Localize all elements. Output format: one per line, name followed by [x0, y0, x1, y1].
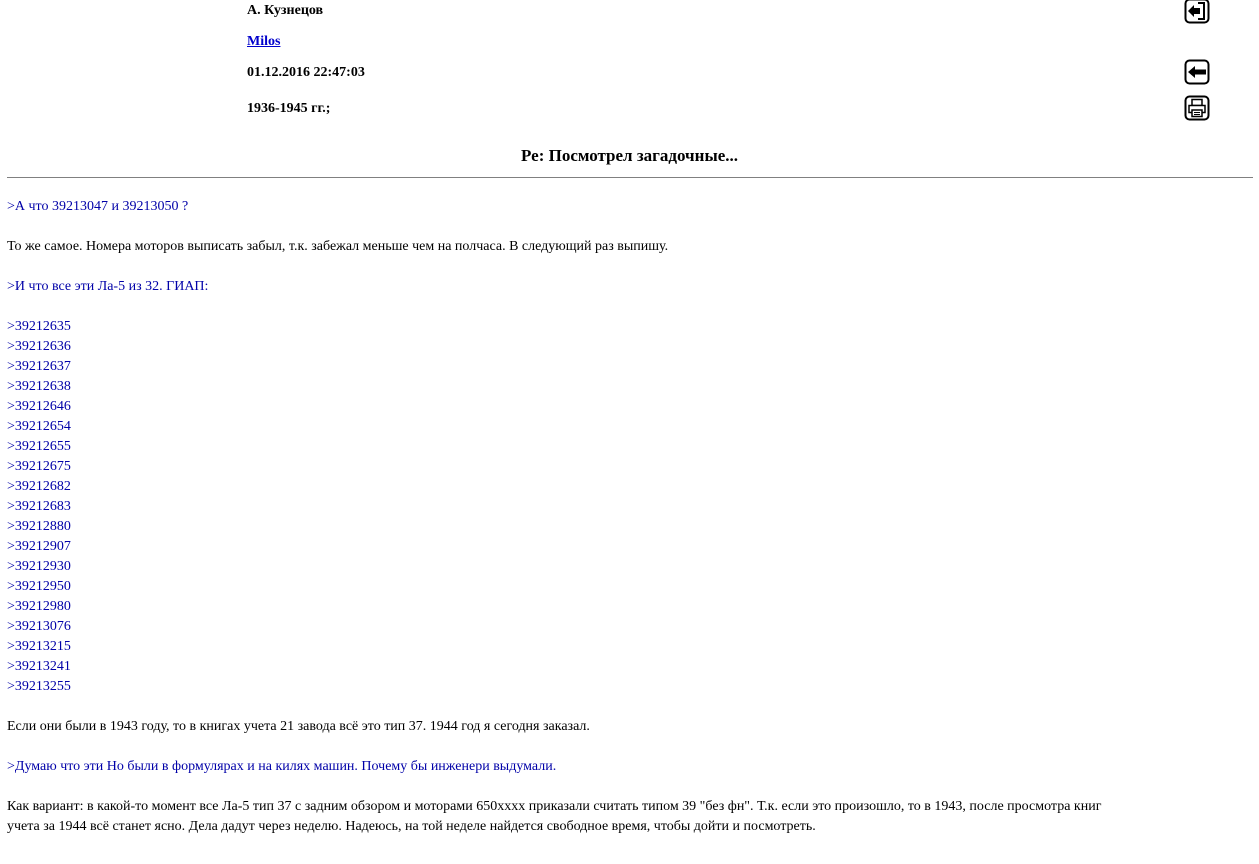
- rubric-value: 1936-1945 гг.;: [247, 101, 331, 116]
- message-title: Ре: Посмотрел загадочные...: [520, 146, 739, 165]
- spacer: [7, 217, 1257, 237]
- reply-icon[interactable]: [1184, 0, 1210, 24]
- quote-3: >Думаю что эти Но были в формулярах и на килях машин. Почему бы инженери выдумали.: [7, 759, 557, 774]
- spacer: [7, 737, 1257, 757]
- paragraph-3-line-2: учета за 1944 всё станет ясно. Дела дадут через неделю. Надеюсь, на той неделе найдется свободное время, чтобы дойти и посмотреть.: [7, 819, 816, 834]
- spacer: [7, 697, 1257, 717]
- serial-number-item: >39213255: [7, 679, 71, 694]
- serial-number-item: >39212930: [7, 559, 71, 574]
- to-row: [0, 32, 700, 52]
- rubric-row: [0, 99, 700, 119]
- serial-number-item: >39213215: [7, 639, 71, 654]
- serial-number-item: >39212638: [7, 379, 71, 394]
- from-value: А. Кузнецов: [247, 3, 324, 18]
- serial-number-item: >39213076: [7, 619, 71, 634]
- serial-number-item: >39212980: [7, 599, 71, 614]
- from-row: [0, 1, 700, 21]
- date-row: [0, 63, 700, 83]
- quote-1: >А что 39213047 и 39213050 ?: [7, 199, 189, 214]
- spacer: [7, 297, 1257, 317]
- serial-number-item: >39212907: [7, 539, 71, 554]
- spacer: [7, 777, 1257, 797]
- serial-number-item: >39212675: [7, 459, 71, 474]
- serial-number-item: >39212683: [7, 499, 71, 514]
- back-arrow-icon[interactable]: [1184, 59, 1210, 85]
- message-body: [7, 197, 1257, 837]
- serial-number-item: >39212682: [7, 479, 71, 494]
- serial-number-item: >39212654: [7, 419, 71, 434]
- message-header: [0, 0, 1259, 135]
- serial-number-item: >39212950: [7, 579, 71, 594]
- serial-number-item: >39212646: [7, 399, 71, 414]
- to-value: [247, 32, 280, 52]
- date-value: 01.12.2016 22:47:03: [247, 65, 365, 80]
- serial-number-item: >39212637: [7, 359, 71, 374]
- serial-number-item: >39212880: [7, 519, 71, 534]
- serial-number-item: >39212636: [7, 339, 71, 354]
- print-icon[interactable]: [1184, 95, 1210, 121]
- paragraph-1: То же самое. Номера моторов выписать забыл, т.к. забежал меньше чем на полчаса. В следующий раз выпишу.: [7, 239, 669, 254]
- serial-number-item: >39212635: [7, 319, 71, 334]
- paragraph-2: Если они были в 1943 году, то в книгах учета 21 завода всё это тип 37. 1944 год я сегодня заказал.: [7, 719, 590, 734]
- divider: [7, 177, 1253, 178]
- serial-number-item: >39213241: [7, 659, 71, 674]
- serial-number-list: [7, 317, 1257, 697]
- spacer: [7, 257, 1257, 277]
- paragraph-3-line-1: Как вариант: в какой-то момент все Ла-5 тип 37 с задним обзором и моторами 650xxxx приказали считать типом 39 "без фн". Т.к. если это произошло, то в 1943, после просмотра книг: [7, 799, 1102, 814]
- quote-2: >И что все эти Ла-5 из 32. ГИАП:: [7, 279, 209, 294]
- serial-number-item: >39212655: [7, 439, 71, 454]
- recipient-link[interactable]: Milos: [247, 34, 281, 49]
